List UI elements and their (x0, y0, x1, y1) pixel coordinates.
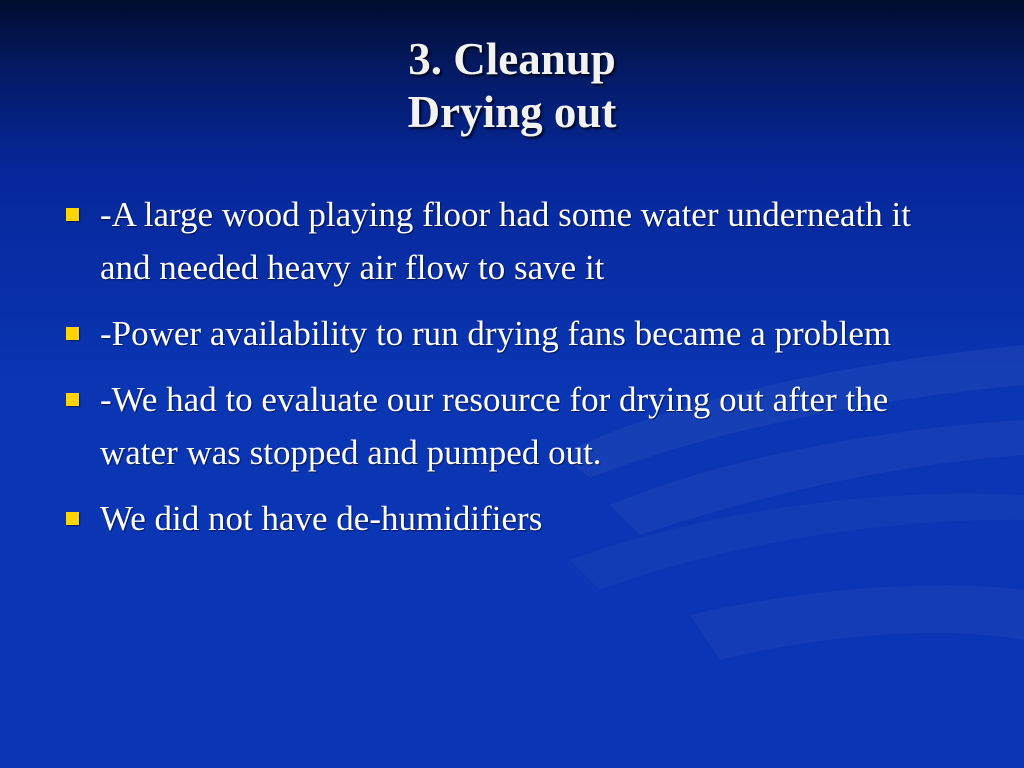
bullet-square-icon (66, 512, 79, 525)
bullet-text: -A large wood playing floor had some water underneath it and needed heavy air flow to save it (100, 195, 911, 287)
bullet-item (60, 307, 960, 360)
title-line-1: 3. Cleanup (408, 34, 616, 84)
bullet-item (60, 188, 960, 294)
bullet-item (60, 373, 960, 479)
bullet-text: We did not have de-humidifiers (100, 499, 543, 538)
slide-title (0, 33, 1024, 139)
bullet-list (60, 188, 960, 558)
title-line-2: Drying out (407, 87, 617, 137)
bullet-square-icon (66, 327, 79, 340)
bullet-text: -We had to evaluate our resource for drying out after the water was stopped and pumped out. (100, 380, 889, 472)
bullet-text: -Power availability to run drying fans became a problem (100, 314, 892, 353)
bullet-square-icon (66, 208, 79, 221)
bullet-item (60, 492, 960, 545)
bullet-square-icon (66, 393, 79, 406)
